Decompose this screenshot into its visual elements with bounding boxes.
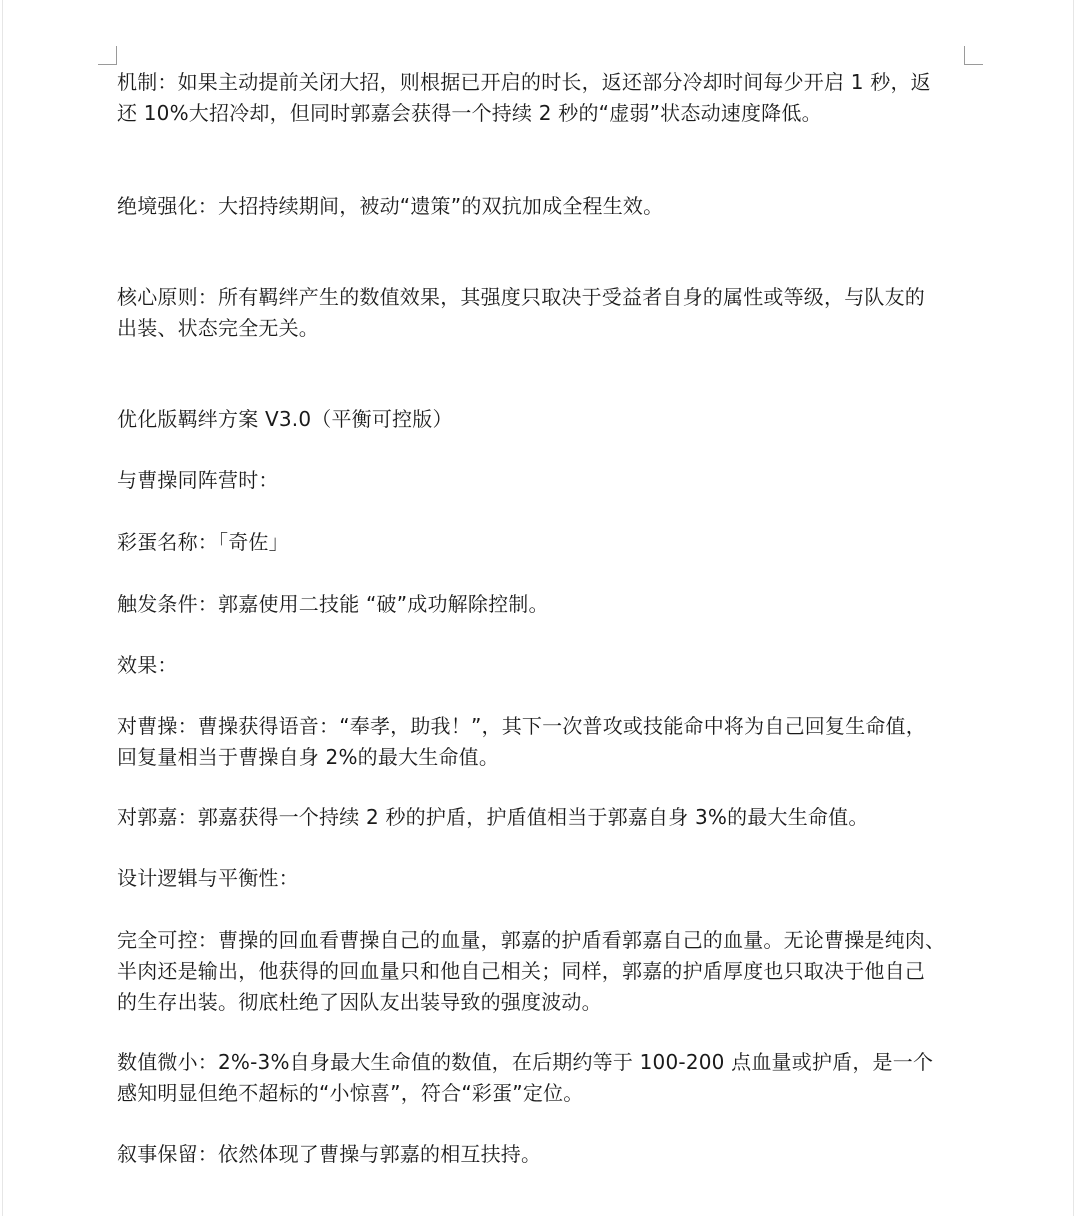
margin-mark-top-left: [98, 46, 117, 65]
page-edge-left: [2, 0, 3, 1216]
paragraph-trigger-condition: 触发条件：郭嘉使用二技能 “破”成功解除控制。: [117, 592, 549, 616]
paragraph-mechanism: 机制：如果主动提前关闭大招，则根据已开启的时长，返还部分冷却时间每少开启 1 秒，返 还 10%大招冷却，但同时郭嘉会获得一个持续 2 秒的“虚弱”状态动速度降低。: [117, 70, 931, 125]
paragraph-small-values: 数值微小：2%-3%自身最大生命值的数值，在后期约等于 100-200 点血量或护盾，是一个 感知明显但绝不超标的“小惊喜”，符合“彩蛋”定位。: [117, 1050, 934, 1105]
paragraph-effect-caocao: 对曹操：曹操获得语音：“奉孝，助我！”，其下一次普攻或技能命中将为自己回复生命值， 回复量相当于曹操自身 2%的最大生命值。: [117, 714, 926, 769]
section-heading: 优化版羁绊方案 V3.0（平衡可控版）: [117, 407, 453, 431]
paragraph-core-principle: 核心原则：所有羁绊产生的数值效果，其强度只取决于受益者自身的属性或等级，与队友的 出装、状态完全无关。: [117, 285, 925, 340]
paragraph-effect-label: 效果：: [117, 653, 178, 677]
paragraph-easter-egg-name: 彩蛋名称：「奇佐」: [117, 530, 289, 554]
margin-mark-top-right: [964, 46, 983, 65]
paragraph-same-camp: 与曹操同阵营时：: [117, 468, 279, 492]
paragraph-desperate-boost: 绝境强化：大招持续期间，被动“遗策”的双抗加成全程生效。: [117, 194, 664, 218]
paragraph-effect-guojia: 对郭嘉：郭嘉获得一个持续 2 秒的护盾，护盾值相当于郭嘉自身 3%的最大生命值。: [117, 805, 869, 829]
paragraph-design-logic: 设计逻辑与平衡性：: [117, 866, 299, 890]
paragraph-fully-controllable: 完全可控：曹操的回血看曹操自己的血量，郭嘉的护盾看郭嘉自己的血量。无论曹操是纯肉、 半肉还是输出，他获得的回血量只和他自己相关；同样，郭嘉的护盾厚度也只取决于他自己 的生存出装。彻底杜绝了因队友出装导致的强度波动。: [117, 928, 946, 1014]
paragraph-narrative: 叙事保留：依然体现了曹操与郭嘉的相互扶持。: [117, 1142, 542, 1166]
page-edge-right: [1073, 0, 1074, 1216]
